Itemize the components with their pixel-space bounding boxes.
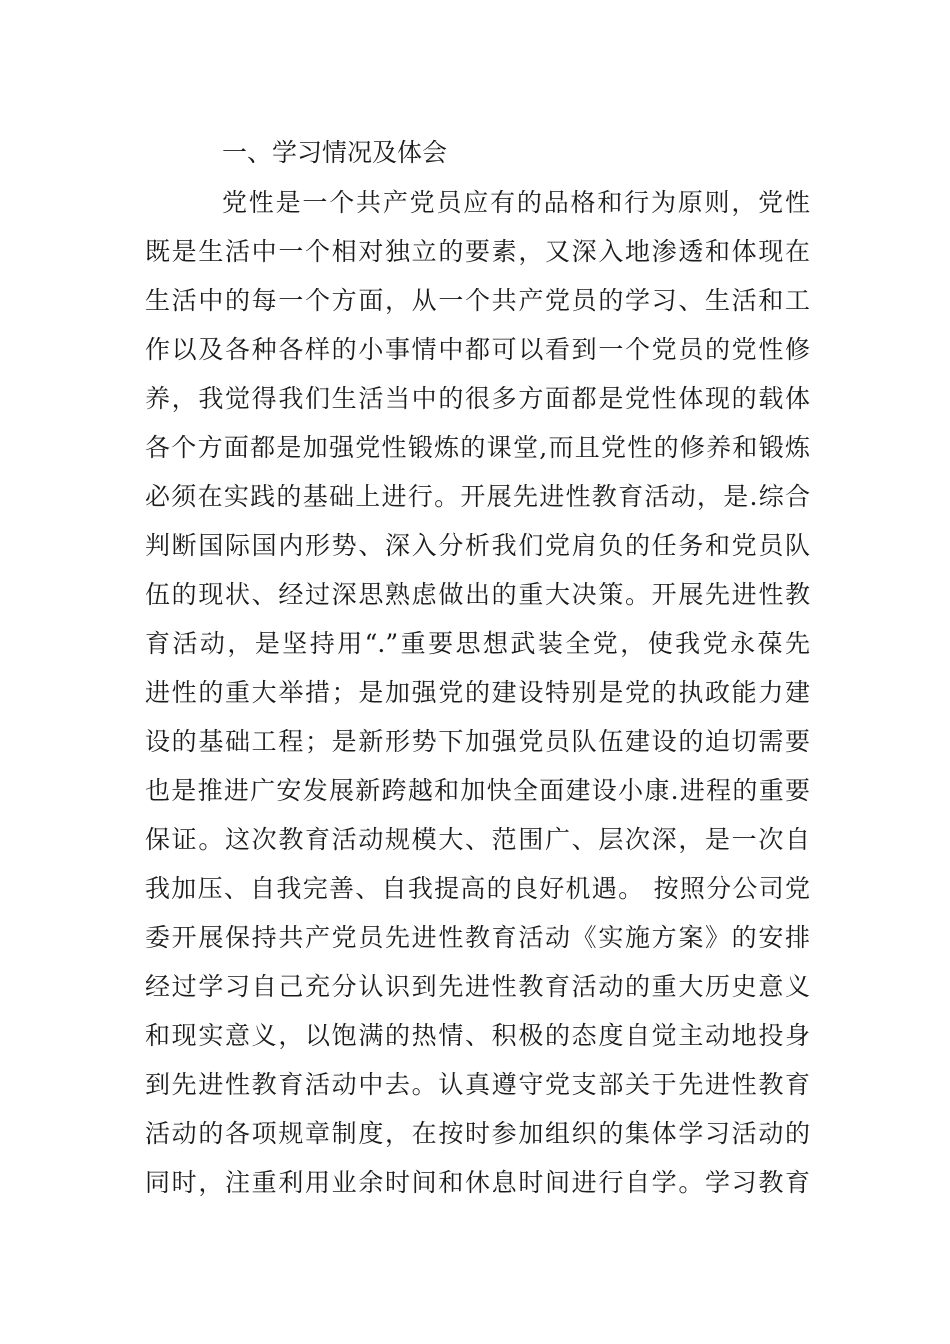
paragraph-line: 判断国际国内形势、深入分析我们党肩负的任务和党员队: [145, 531, 810, 560]
section-heading: 一、学习情况及体会: [222, 138, 448, 167]
paragraph-line: 作以及各种各样的小事情中都可以看到一个党员的党性修: [145, 335, 810, 364]
paragraph-line: 必须在实践的基础上进行。开展先进性教育活动，是.综合: [145, 482, 810, 511]
paragraph-line: 各个方面都是加强党性锻炼的课堂,而且党性的修养和锻炼: [145, 433, 810, 462]
paragraph-line: 也是推进广安发展新跨越和加快全面建设小康.进程的重要: [145, 776, 810, 805]
paragraph-line: 同时，注重利用业余时间和休息时间进行自学。学习教育: [145, 1168, 810, 1197]
paragraph-line: 育活动，是坚持用“.”重要思想武装全党，使我党永葆先: [145, 629, 810, 658]
paragraph-line: 进性的重大举措；是加强党的建设特别是党的执政能力建: [145, 678, 810, 707]
paragraph-line: 设的基础工程；是新形势下加强党员队伍建设的迫切需要: [145, 727, 810, 756]
paragraph-line: 委开展保持共产党员先进性教育活动《实施方案》的安排: [145, 923, 810, 952]
paragraph-line: 保证。这次教育活动规模大、范围广、层次深，是一次自: [145, 825, 810, 854]
paragraph-line: 我加压、自我完善、自我提高的良好机遇。 按照分公司党: [145, 874, 810, 903]
paragraph-line: 经过学习自己充分认识到先进性教育活动的重大历史意义: [145, 972, 810, 1001]
paragraph-line: 养，我觉得我们生活当中的很多方面都是党性体现的载体: [145, 384, 810, 413]
paragraph-line: 和现实意义，以饱满的热情、积极的态度自觉主动地投身: [145, 1021, 810, 1050]
paragraph-line: 到先进性教育活动中去。认真遵守党支部关于先进性教育: [145, 1070, 810, 1099]
paragraph-line: 伍的现状、经过深思熟虑做出的重大决策。开展先进性教: [145, 580, 810, 609]
paragraph-line: 党性是一个共产党员应有的品格和行为原则，党性: [222, 188, 810, 217]
paragraph-line: 生活中的每一个方面，从一个共产党员的学习、生活和工: [145, 286, 810, 315]
paragraph-line: 活动的各项规章制度，在按时参加组织的集体学习活动的: [145, 1119, 810, 1148]
paragraph-line: 既是生活中一个相对独立的要素，又深入地渗透和体现在: [145, 237, 810, 266]
